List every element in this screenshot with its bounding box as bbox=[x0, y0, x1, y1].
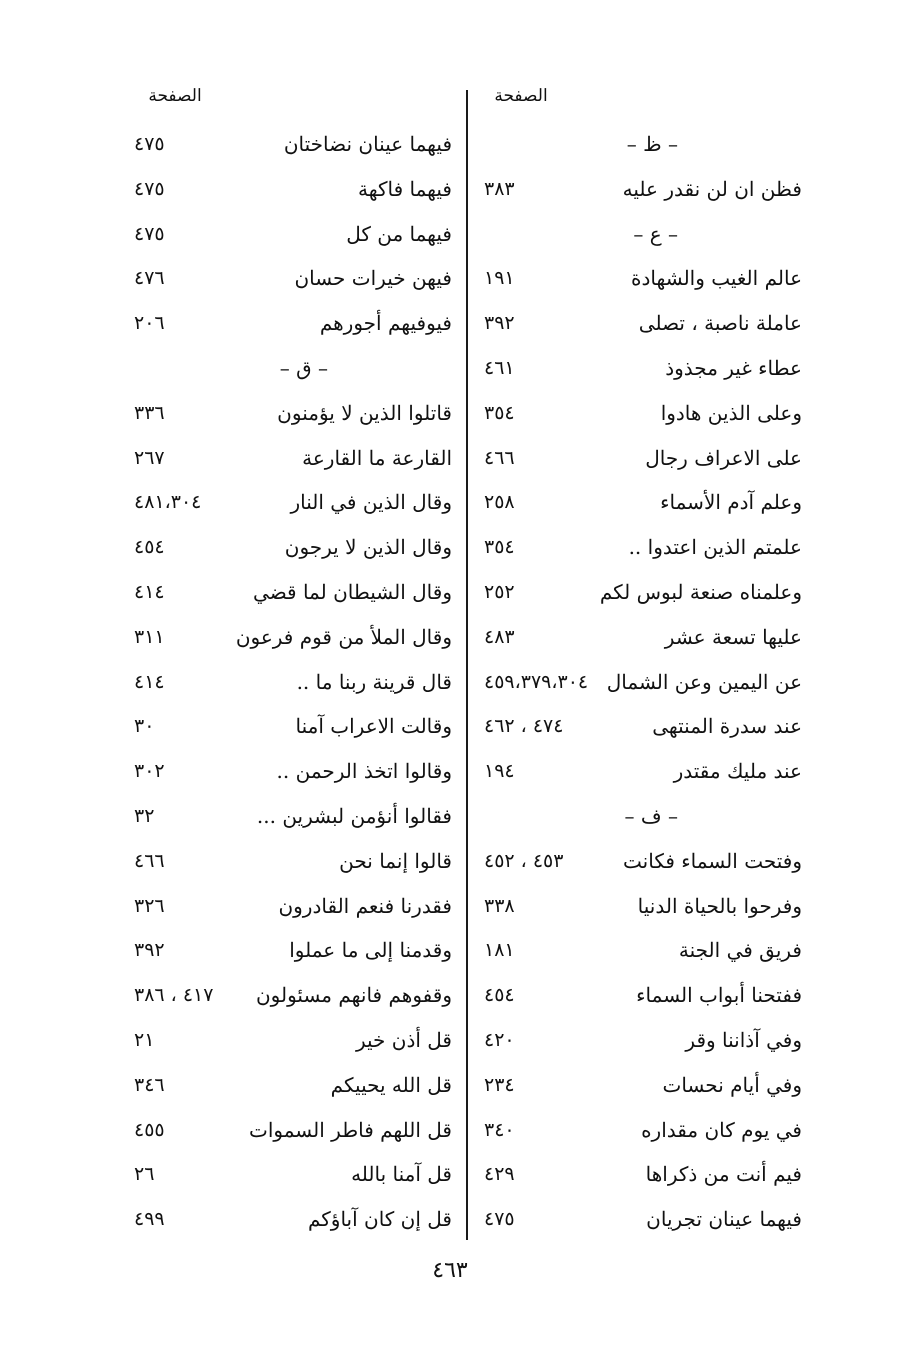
entry-page-number: ٤٧٤ ، ٤٦٢ bbox=[484, 715, 564, 738]
index-entry-row bbox=[478, 928, 808, 973]
index-entry-row bbox=[128, 480, 458, 525]
entry-phrase: وفرحوا بالحياة الدنيا bbox=[637, 893, 802, 918]
page-number: ٤٦٣ bbox=[432, 1258, 468, 1283]
index-entry-row bbox=[478, 301, 808, 346]
index-entry-row bbox=[478, 839, 808, 884]
entry-page-number: ٣٥٤ bbox=[484, 401, 515, 424]
entry-phrase: عند مليك مقتدر bbox=[673, 759, 802, 784]
section-letter-row bbox=[478, 122, 808, 167]
entry-page-number: ٢٣٤ bbox=[484, 1073, 515, 1096]
entry-phrase: وقال الملأ من قوم فرعون bbox=[235, 624, 452, 649]
index-entry-row bbox=[128, 1108, 458, 1153]
section-letter-row bbox=[478, 212, 808, 257]
index-entry-row bbox=[128, 660, 458, 705]
entry-page-number: ٢١ bbox=[134, 1028, 155, 1051]
entry-page-number: ٤٢٠ bbox=[484, 1028, 515, 1051]
entry-page-number: ٣٩٢ bbox=[134, 939, 165, 962]
section-letter-row bbox=[478, 794, 808, 839]
entry-phrase: علمتم الذين اعتدوا .. bbox=[628, 535, 802, 560]
entry-phrase: قل آمنا بالله bbox=[351, 1162, 452, 1187]
index-entry-row bbox=[128, 212, 458, 257]
index-entry-row bbox=[478, 1063, 808, 1108]
index-entry-row bbox=[128, 1018, 458, 1063]
index-entry-row bbox=[128, 436, 458, 481]
index-entry-row bbox=[128, 928, 458, 973]
entry-phrase: وعلى الذين هادوا bbox=[660, 400, 802, 425]
index-entry-row bbox=[128, 122, 458, 167]
index-entry-row bbox=[128, 973, 458, 1018]
entry-phrase: عليها تسعة عشر bbox=[664, 624, 802, 649]
index-entry-row bbox=[478, 570, 808, 615]
index-entry-row bbox=[478, 256, 808, 301]
entry-page-number: ٤٨١،٣٠٤ bbox=[134, 491, 202, 514]
entry-phrase: قالوا إنما نحن bbox=[339, 848, 452, 873]
entry-page-number: ٢٠٦ bbox=[134, 312, 165, 335]
entry-phrase: عالم الغيب والشهادة bbox=[631, 266, 802, 291]
index-entry-row bbox=[478, 973, 808, 1018]
index-entry-row bbox=[478, 884, 808, 929]
section-letter: – ع – bbox=[633, 221, 678, 246]
entry-phrase: وعلم آدم الأسماء bbox=[660, 490, 802, 515]
section-letter: – ف – bbox=[624, 803, 678, 828]
entry-phrase: قل اللهم فاطر السموات bbox=[249, 1117, 452, 1142]
index-entry-row bbox=[128, 1197, 458, 1242]
section-letter: – ظ – bbox=[626, 132, 678, 156]
entry-phrase: فيوفيهم أجورهم bbox=[319, 311, 452, 336]
entry-phrase: فريق في الجنة bbox=[678, 938, 802, 963]
index-entry-row bbox=[478, 1197, 808, 1242]
entry-phrase: قاتلوا الذين لا يؤمنون bbox=[277, 400, 452, 425]
entry-phrase: وقال الشيطان لما قضي bbox=[253, 579, 452, 604]
entry-page-number: ٣٨٣ bbox=[484, 177, 515, 200]
index-entry-row bbox=[478, 1152, 808, 1197]
entry-phrase: وفتحت السماء فكانت bbox=[623, 848, 802, 873]
index-entry-row bbox=[128, 391, 458, 436]
index-entry-row bbox=[128, 884, 458, 929]
entry-phrase: ففتحنا أبواب السماء bbox=[636, 983, 802, 1008]
entry-page-number: ٤١٤ bbox=[134, 580, 165, 603]
entry-phrase: فيهما من كل bbox=[346, 221, 452, 246]
entry-phrase: على الاعراف رجال bbox=[645, 445, 802, 470]
entry-phrase: في يوم كان مقداره bbox=[641, 1117, 802, 1142]
index-entry-row bbox=[478, 660, 808, 705]
entry-page-number: ٤٥٤ bbox=[484, 984, 515, 1007]
right-index-column bbox=[478, 122, 808, 1242]
entry-page-number: ٤٥٣ ، ٤٥٢ bbox=[484, 849, 564, 872]
index-entry-row bbox=[478, 1018, 808, 1063]
index-entry-row bbox=[478, 480, 808, 525]
entry-page-number: ٣٢ bbox=[134, 804, 155, 827]
index-entry-row bbox=[128, 704, 458, 749]
index-entry-row bbox=[478, 749, 808, 794]
entry-phrase: وعلمناه صنعة لبوس لكم bbox=[599, 579, 802, 604]
entry-phrase: فيم أنت من ذكراها bbox=[645, 1162, 802, 1187]
index-entry-row bbox=[128, 570, 458, 615]
entry-phrase: عطاء غير مجذوذ bbox=[665, 355, 802, 380]
left-column-page-header: الصفحة bbox=[148, 86, 202, 106]
index-entry-row bbox=[478, 167, 808, 212]
entry-phrase: فيهن خيرات حسان bbox=[294, 266, 452, 291]
entry-page-number: ٤٧٥ bbox=[134, 133, 165, 155]
entry-phrase: فيهما عينان نضاختان bbox=[283, 132, 452, 156]
entry-page-number: ٤١٧ ، ٣٨٦ bbox=[134, 984, 214, 1007]
entry-phrase: وقال الذين لا يرجون bbox=[284, 535, 452, 560]
entry-phrase: وقالوا اتخذ الرحمن .. bbox=[276, 759, 452, 784]
entry-page-number: ٤٧٥ bbox=[134, 177, 165, 200]
entry-phrase: فيهما عينان تجريان bbox=[646, 1207, 802, 1232]
section-letter-row bbox=[128, 346, 458, 391]
entry-page-number: ٤٧٥ bbox=[134, 222, 165, 245]
entry-page-number: ٤١٤ bbox=[134, 670, 165, 693]
entry-page-number: ٣٠٢ bbox=[134, 760, 165, 783]
entry-page-number: ٣٤٠ bbox=[484, 1118, 515, 1141]
entry-page-number: ٤٧٦ bbox=[134, 267, 165, 290]
section-letter: – ق – bbox=[279, 355, 328, 380]
entry-page-number: ٢٦ bbox=[134, 1163, 155, 1186]
index-entry-row bbox=[128, 749, 458, 794]
entry-page-number: ٣٥٤ bbox=[484, 536, 515, 559]
entry-page-number: ١٨١ bbox=[484, 939, 515, 962]
entry-page-number: ٢٦٧ bbox=[134, 446, 165, 469]
index-entry-row bbox=[128, 167, 458, 212]
entry-page-number: ٤٧٥ bbox=[484, 1208, 515, 1231]
index-entry-row bbox=[128, 1063, 458, 1108]
entry-page-number: ١٩٤ bbox=[484, 760, 515, 783]
entry-phrase: فقالوا أنؤمن لبشرين ... bbox=[256, 803, 452, 828]
entry-page-number: ٤٦١ bbox=[484, 356, 515, 379]
entry-page-number: ٤٥٩،٣٧٩،٣٠٤ bbox=[484, 670, 589, 693]
index-entry-row bbox=[478, 436, 808, 481]
entry-phrase: وقدمنا إلى ما عملوا bbox=[289, 938, 452, 963]
entry-phrase: عاملة ناصبة ، تصلى bbox=[638, 311, 802, 336]
index-entry-row bbox=[128, 525, 458, 570]
entry-page-number: ٤٥٥ bbox=[134, 1118, 165, 1141]
index-entry-row bbox=[478, 615, 808, 660]
entry-page-number: ٣١١ bbox=[134, 625, 165, 648]
entry-phrase: قل إن كان آباؤكم bbox=[307, 1207, 452, 1232]
index-entry-row bbox=[478, 525, 808, 570]
index-entry-row bbox=[128, 794, 458, 839]
index-entry-row bbox=[128, 839, 458, 884]
entry-page-number: ٣٩٢ bbox=[484, 312, 515, 335]
index-entry-row bbox=[128, 1152, 458, 1197]
entry-page-number: ٣٤٦ bbox=[134, 1073, 165, 1096]
index-entry-row bbox=[128, 615, 458, 660]
entry-phrase: عن اليمين وعن الشمال bbox=[606, 669, 802, 694]
index-entry-row bbox=[128, 256, 458, 301]
entry-page-number: ١٩١ bbox=[484, 267, 515, 290]
entry-phrase: وفي آذاننا وقر bbox=[685, 1027, 802, 1052]
entry-phrase: قل الله يحييكم bbox=[330, 1072, 452, 1097]
entry-page-number: ٤٩٩ bbox=[134, 1208, 165, 1231]
entry-page-number: ٤٦٦ bbox=[134, 849, 165, 872]
entry-phrase: وقالت الاعراب آمنا bbox=[295, 714, 452, 739]
index-entry-row bbox=[478, 1108, 808, 1153]
entry-page-number: ٢٥٢ bbox=[484, 580, 515, 603]
entry-page-number: ٣٠ bbox=[134, 715, 155, 738]
entry-page-number: ٢٥٨ bbox=[484, 491, 515, 514]
entry-phrase: وقفوهم فانهم مسئولون bbox=[255, 983, 452, 1008]
index-entry-row bbox=[478, 346, 808, 391]
entry-phrase: قال قرينة ربنا ما .. bbox=[296, 669, 452, 694]
entry-page-number: ٣٢٦ bbox=[134, 894, 165, 917]
column-divider bbox=[466, 90, 468, 1240]
entry-phrase: عند سدرة المنتهى bbox=[652, 714, 802, 739]
entry-page-number: ٣٣٨ bbox=[484, 894, 515, 917]
entry-phrase: فقدرنا فنعم القادرون bbox=[278, 893, 452, 918]
entry-phrase: فظن ان لن نقدر عليه bbox=[622, 176, 802, 201]
entry-page-number: ٣٣٦ bbox=[134, 401, 165, 424]
entry-page-number: ٤٢٩ bbox=[484, 1163, 515, 1186]
entry-phrase: فيهما فاكهة bbox=[358, 176, 452, 201]
left-index-column bbox=[128, 122, 458, 1242]
entry-page-number: ٤٦٦ bbox=[484, 446, 515, 469]
entry-phrase: القارعة ما القارعة bbox=[302, 445, 452, 470]
index-entry-row bbox=[128, 301, 458, 346]
entry-phrase: قل أذن خير bbox=[355, 1027, 452, 1052]
index-entry-row bbox=[478, 391, 808, 436]
right-column-page-header: الصفحة bbox=[494, 86, 548, 106]
entry-page-number: ٤٥٤ bbox=[134, 536, 165, 559]
entry-phrase: وقال الذين في النار bbox=[290, 490, 452, 515]
entry-phrase: وفي أيام نحسات bbox=[662, 1072, 802, 1097]
entry-page-number: ٤٨٣ bbox=[484, 625, 515, 648]
index-entry-row bbox=[478, 704, 808, 749]
